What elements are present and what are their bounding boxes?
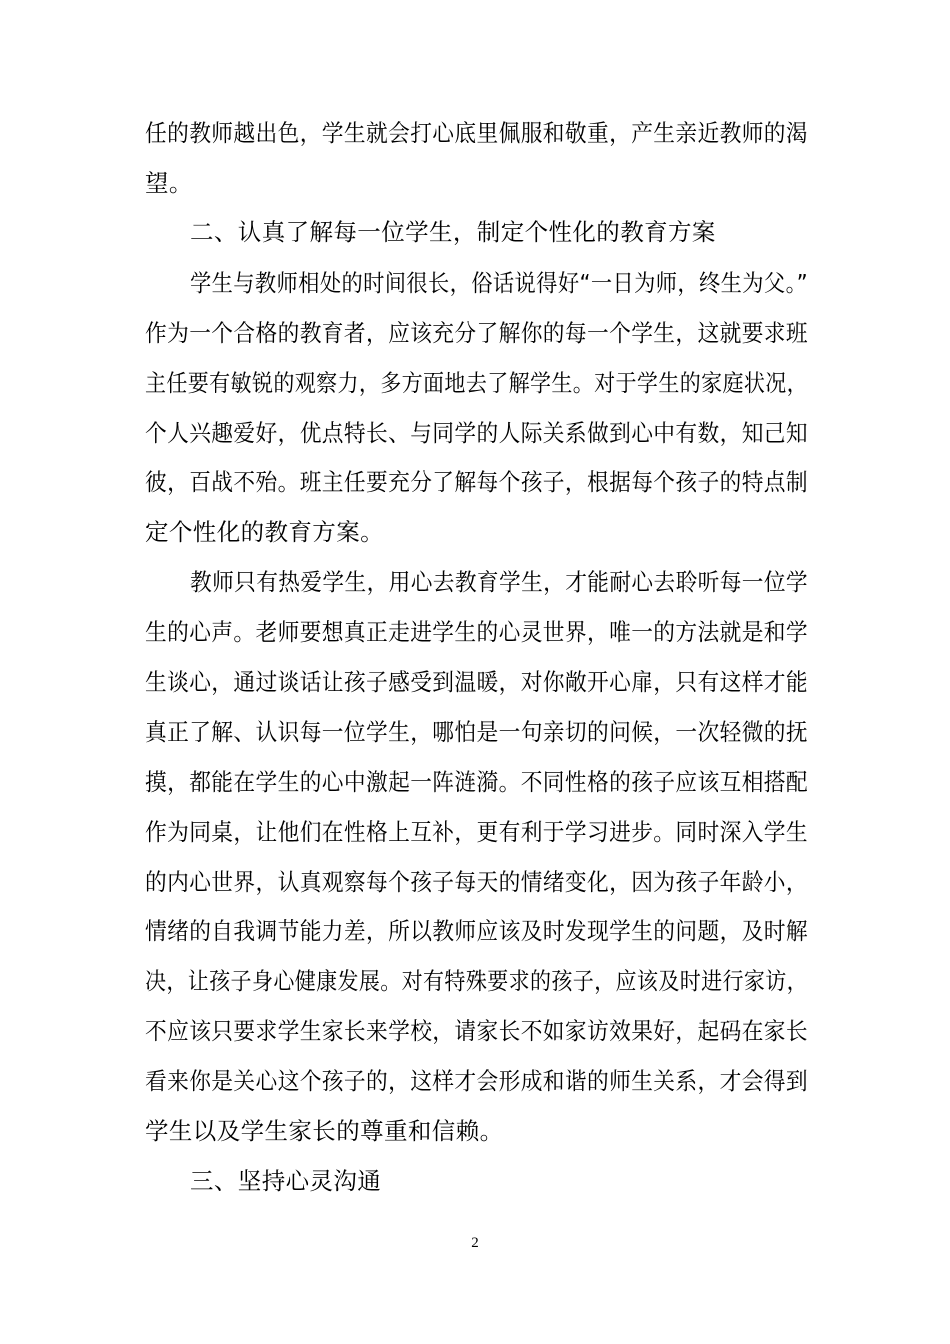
paragraph-line: 学生与教师相处的时间很长，俗话说得好“一日为师，终生为父。” <box>190 269 808 297</box>
paragraph-line: 生的心声。老师要想真正走进学生的心灵世界，唯一的方法就是和学 <box>145 618 809 646</box>
paragraph-line: 教师只有热爱学生，用心去教育学生，才能耐心去聆听每一位学 <box>190 568 809 596</box>
paragraph-line: 主任要有敏锐的观察力，多方面地去了解学生。对于学生的家庭状况， <box>145 369 809 397</box>
paragraph-line: 生谈心，通过谈话让孩子感受到温暖，对你敞开心扉，只有这样才能 <box>145 668 809 696</box>
section-heading: 二、认真了解每一位学生，制定个性化的教育方案 <box>190 218 716 246</box>
paragraph-line: 的内心世界，认真观察每个孩子每天的情绪变化，因为孩子年龄小， <box>145 868 809 896</box>
paragraph-line: 学生以及学生家长的尊重和信赖。 <box>145 1117 504 1145</box>
paragraph-line: 情绪的自我调节能力差，所以教师应该及时发现学生的问题，及时解 <box>145 917 809 945</box>
paragraph-line: 看来你是关心这个孩子的，这样才会形成和谐的师生关系，才会得到 <box>145 1067 809 1095</box>
paragraph-line: 定个性化的教育方案。 <box>145 518 384 546</box>
paragraph-line: 作为一个合格的教育者，应该充分了解你的每一个学生，这就要求班 <box>145 319 809 347</box>
paragraph-line: 作为同桌，让他们在性格上互补，更有利于学习进步。同时深入学生 <box>145 818 809 846</box>
paragraph-line: 决，让孩子身心健康发展。对有特殊要求的孩子，应该及时进行家访， <box>145 967 809 995</box>
page-number: 2 <box>471 1235 479 1251</box>
paragraph-line: 不应该只要求学生家长来学校，请家长不如家访效果好，起码在家长 <box>145 1017 809 1045</box>
paragraph-line: 望。 <box>145 169 193 197</box>
paragraph-line: 摸，都能在学生的心中激起一阵涟漪。不同性格的孩子应该互相搭配 <box>145 768 809 796</box>
section-heading: 三、坚持心灵沟通 <box>190 1167 382 1195</box>
paragraph-line: 彼，百战不殆。班主任要充分了解每个孩子，根据每个孩子的特点制 <box>145 468 809 496</box>
paragraph-line: 真正了解、认识每一位学生，哪怕是一句亲切的问候，一次轻微的抚 <box>145 718 809 746</box>
paragraph-line: 任的教师越出色，学生就会打心底里佩服和敬重，产生亲近教师的渴 <box>145 119 809 147</box>
paragraph-line: 个人兴趣爱好，优点特长、与同学的人际关系做到心中有数，知己知 <box>145 419 809 447</box>
